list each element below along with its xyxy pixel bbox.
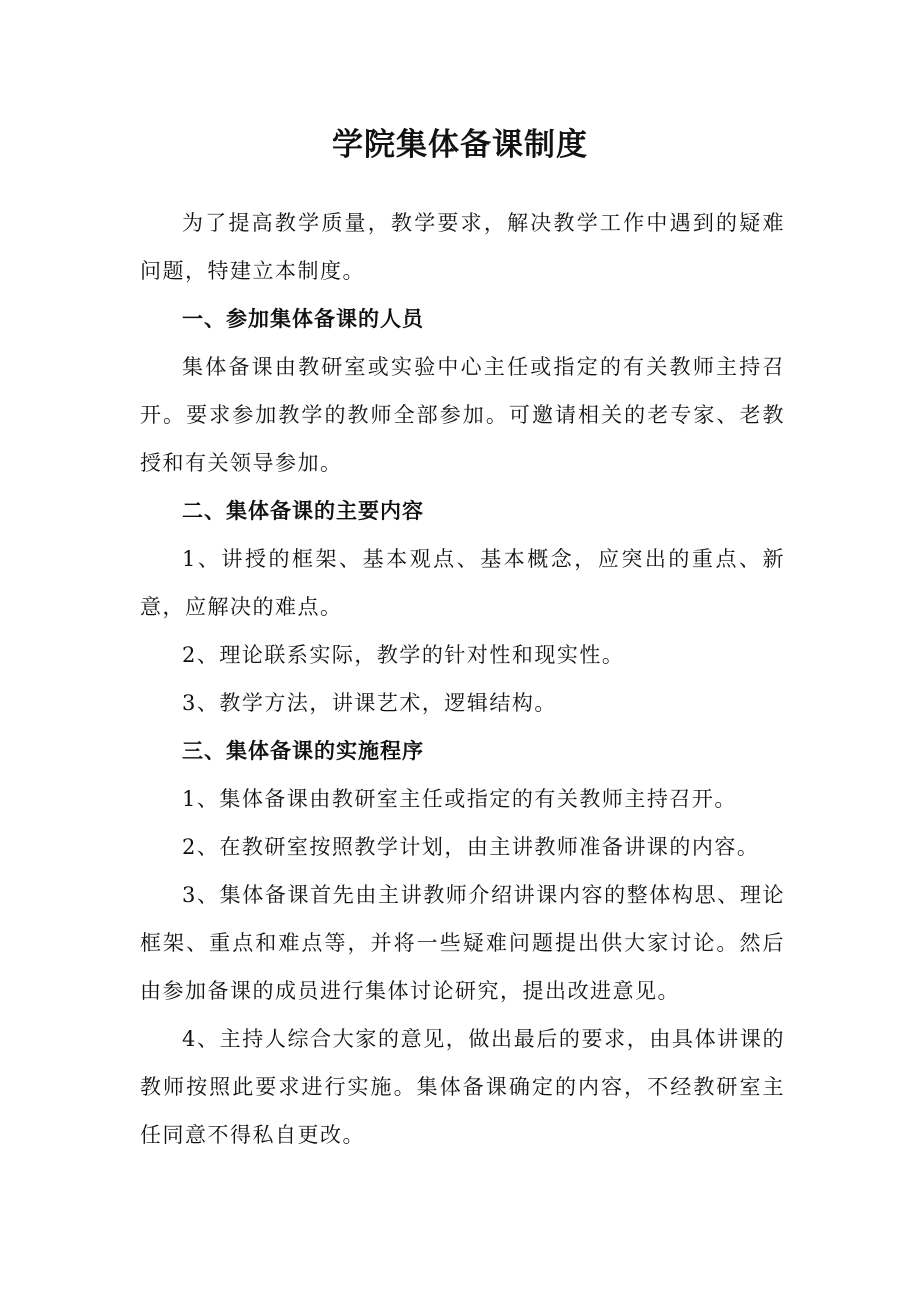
document-body	[140, 199, 785, 1159]
section-paragraph: 2、理论联系实际，教学的针对性和现实性。	[182, 643, 625, 667]
section-heading-procedure: 三、集体备课的实施程序	[182, 739, 424, 763]
section-paragraph: 3、集体备课首先由主讲教师介绍讲课内容的整体构思、理论框架、重点和难点等，并将一些疑难问题提出供大家讨论。然后由参加备课的成员进行集体讨论研究，提出改进意见。	[140, 883, 785, 1003]
section-paragraph: 3、教学方法，讲课艺术，逻辑结构。	[182, 691, 557, 715]
section-paragraph: 1、集体备课由教研室主任或指定的有关教师主持召开。	[182, 787, 737, 811]
section-paragraph: 1、讲授的框架、基本观点、基本概念，应突出的重点、新意，应解决的难点。	[140, 547, 785, 619]
section-paragraph: 2、在教研室按照教学计划，由主讲教师准备讲课的内容。	[182, 835, 760, 859]
section-paragraph: 集体备课由教研室或实验中心主任或指定的有关教师主持召开。要求参加教学的教师全部参加。可邀请相关的老专家、老教授和有关领导参加。	[140, 355, 785, 475]
section-heading-participants: 一、参加集体备课的人员	[182, 307, 424, 331]
section-heading-content: 二、集体备课的主要内容	[182, 499, 424, 523]
document-title: 学院集体备课制度	[332, 127, 588, 163]
section-paragraph: 4、主持人综合大家的意见，做出最后的要求，由具体讲课的教师按照此要求进行实施。集体备课确定的内容，不经教研室主任同意不得私自更改。	[140, 1027, 785, 1147]
intro-paragraph: 为了提高教学质量，教学要求，解决教学工作中遇到的疑难问题，特建立本制度。	[140, 211, 785, 283]
